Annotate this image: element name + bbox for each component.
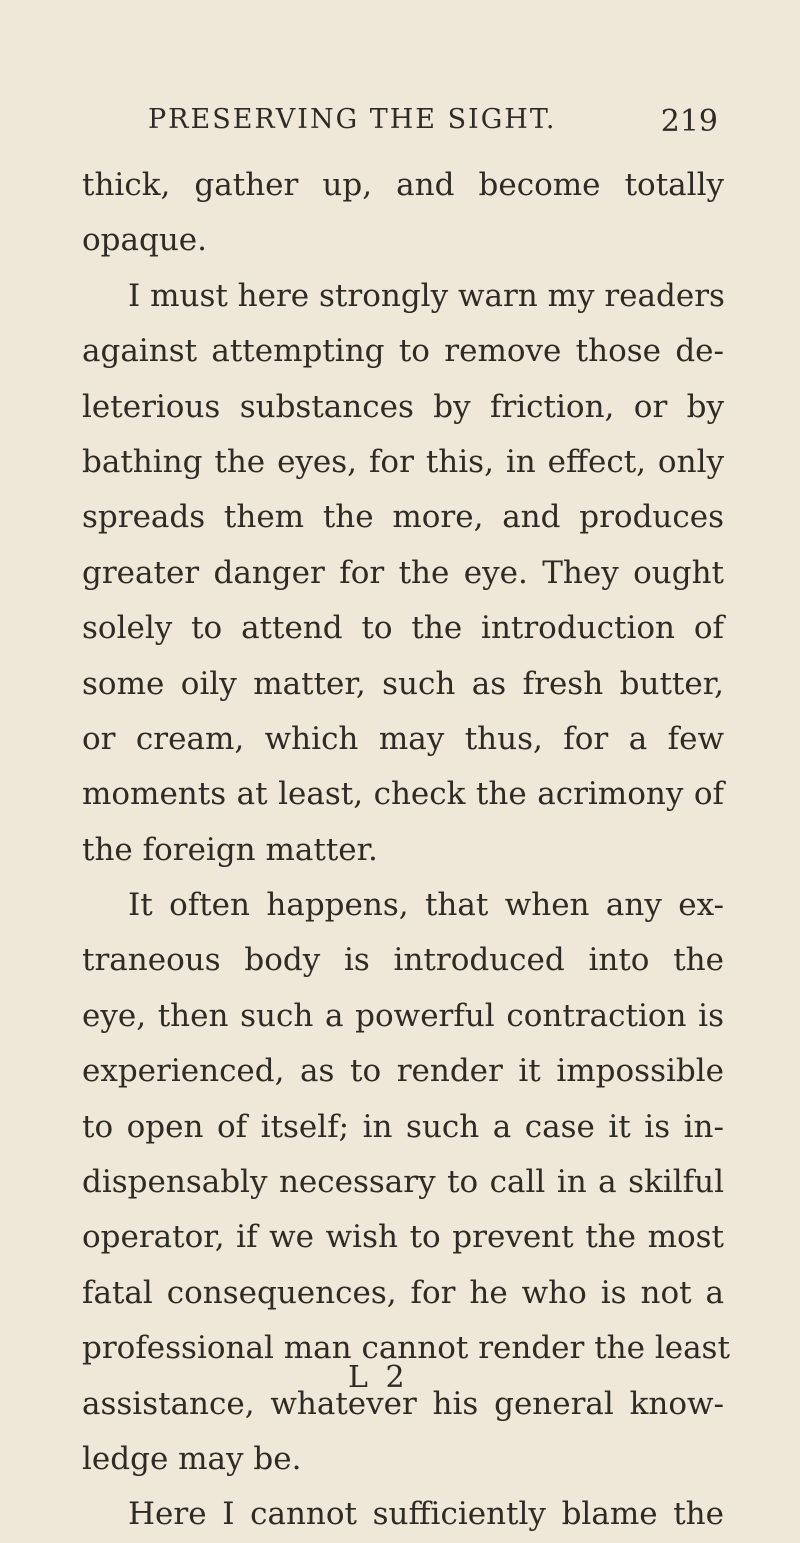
text-line: experienced, as to render it impossible [82,1053,724,1090]
text-line: greater danger for the eye. They ought [82,554,724,591]
text-line: thick, gather up, and become totally [82,167,724,203]
text-line: operator, if we wish to prevent the most [82,1219,724,1256]
running-title: PRESERVING THE SIGHT. [148,104,557,135]
page-header [0,104,800,144]
signature-mark: L 2 [348,1360,409,1395]
text-line: bathing the eyes, for this, in effect, only [82,443,724,480]
paragraph-start-line: Here I cannot sufficiently blame the [128,1496,724,1533]
text-line: fatal consequences, for he who is not a [82,1274,724,1311]
text-line: eye, then such a powerful contraction is [82,997,724,1034]
text-line: or cream, which may thus, for a few [82,720,724,757]
text-line: traneous body is introduced into the [82,942,724,979]
text-line: moments at least, check the acrimony of [82,776,724,813]
text-line: some oily matter, such as fresh butter, [82,665,724,702]
paragraph-start-line: It often happens, that when any ex- [128,887,724,924]
text-line: against attempting to remove those de- [82,333,724,370]
page-number: 219 [660,104,718,139]
text-line: the foreign matter. [82,831,378,868]
text-line: opaque. [82,222,207,259]
body-text [82,158,730,1543]
text-line: professional man cannot render the least [82,1330,730,1367]
text-line: ledge may be. [82,1440,302,1477]
text-line: dispensably necessary to call in a skilful [82,1164,724,1201]
text-line: spreads them the more, and produces [82,499,724,536]
paragraph-start-line: I must here strongly warn my readers [128,277,725,314]
text-line: assistance, whatever his general know- [82,1385,724,1422]
text-line: solely to attend to the introduction of [82,610,724,647]
text-line: leterious substances by friction, or by [82,388,724,425]
text-line: to open of itself; in such a case it is in- [82,1108,724,1145]
